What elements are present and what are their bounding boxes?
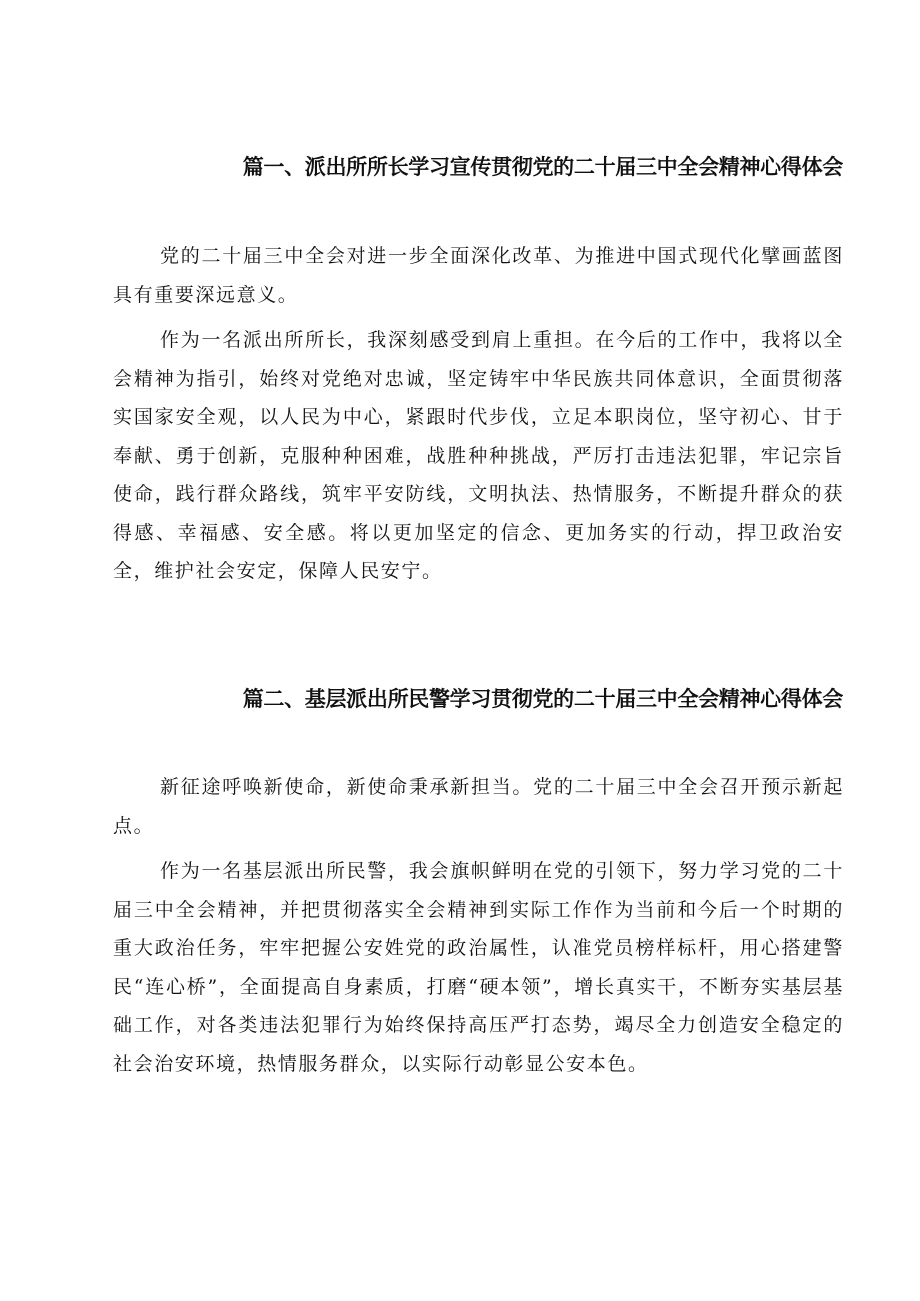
section-2-paragraph-2: 作为一名基层派出所民警，我会旗帜鲜明在党的引领下，努力学习党的二十届三中全会精神，并把贯彻落实全会精神到实际工作作为当前和今后一个时期的重大政治任务，牢牢把握公安姓党的政治属性，认准党员榜样标杆，用心搭建警民“连心桥”，全面提高自身素质，打磨“硬本领”，增长真实干，不断夯实基层基础工作，对各类违法犯罪行为始终保持高压严打态势，竭尽全力创造安全稳定的社会治安环境，热情服务群众，以实际行动彰显公安本色。	[113, 860, 844, 1075]
section-1-title: 篇一、派出所所长学习宣传贯彻党的二十届三中全会精神心得体会	[242, 155, 843, 179]
section-1-paragraph-1: 党的二十届三中全会对进一步全面深化改革、为推进中国式现代化擘画蓝图具有重要深远意义。	[113, 245, 844, 306]
section-1-paragraph-2: 作为一名派出所所长，我深刻感受到肩上重担。在今后的工作中，我将以全会精神为指引，始终对党绝对忠诚，坚定铸牢中华民族共同体意识，全面贯彻落实国家安全观，以人民为中心，紧跟时代步伐，立足本职岗位，坚守初心、甘于奉献、勇于创新，克服种种困难，战胜种种挑战，严厉打击违法犯罪，牢记宗旨使命，践行群众路线，筑牢平安防线，文明执法、热情服务，不断提升群众的获得感、幸福感、安全感。将以更加坚定的信念、更加务实的行动，捍卫政治安全，维护社会安定，保障人民安宁。	[113, 329, 844, 582]
section-2-paragraph-1: 新征途呼唤新使命，新使命秉承新担当。党的二十届三中全会召开预示新起点。	[113, 776, 844, 837]
section-2-title: 篇二、基层派出所民警学习贯彻党的二十届三中全会精神心得体会	[242, 687, 843, 711]
